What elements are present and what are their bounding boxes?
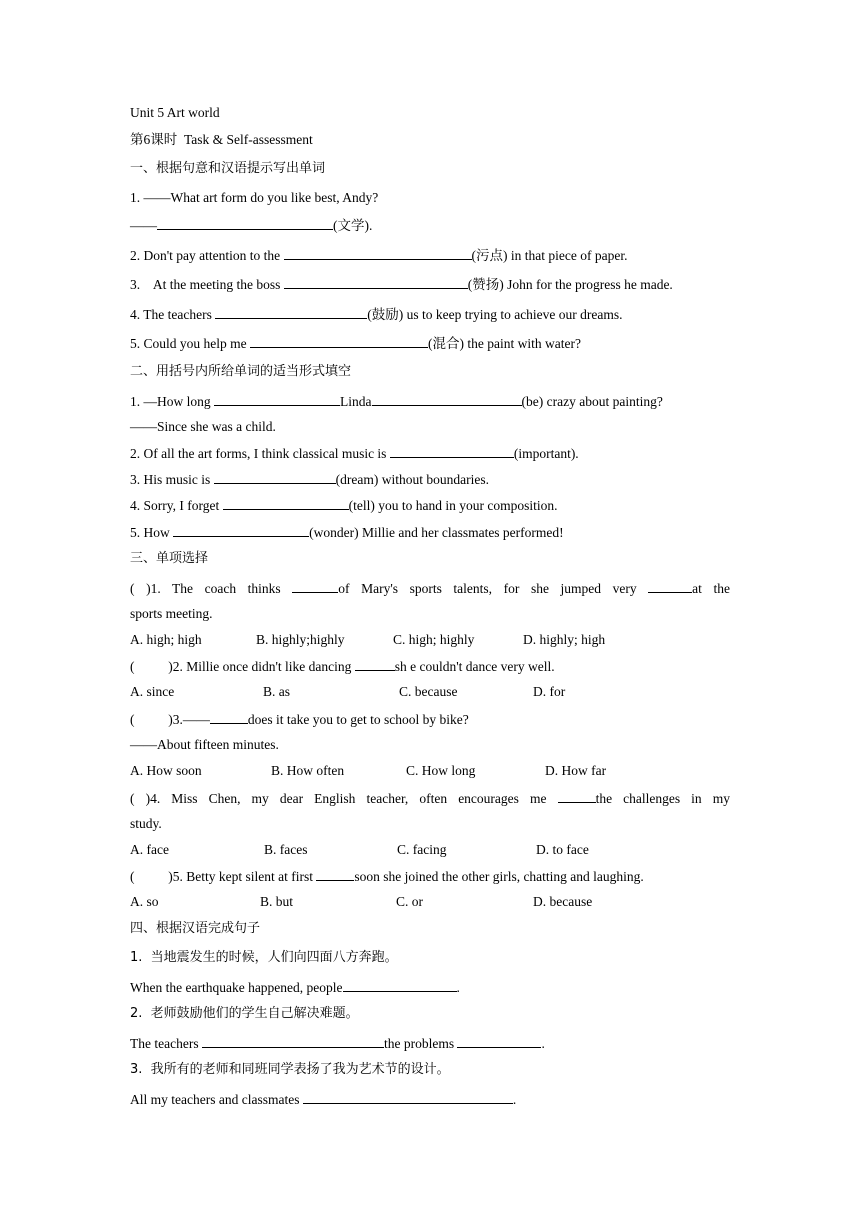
s3-q5-option-d[interactable]: D. because: [533, 894, 593, 909]
s2-q3: 3. His music is (dream) without boundaries.: [130, 472, 489, 487]
s3-q4: ( )4. Miss Chen, my dear English teacher, often encourages me the challenges in my: [130, 791, 731, 806]
s4-q3-english: All my teachers and classmates .: [130, 1092, 517, 1107]
s3-q3-option-a[interactable]: A. How soon: [130, 763, 202, 778]
s4-q2-chinese: 2. 老师鼓励他们的学生自己解决难题。: [130, 1006, 359, 1021]
s1-q1-question: 1. ——What art form do you like best, Andy?: [130, 190, 379, 205]
s1-q5: 5. Could you help me (混合) the paint with water?: [130, 336, 581, 351]
section3-heading: 三、单项选择: [130, 551, 209, 566]
answer-blank[interactable]: [372, 392, 522, 406]
answer-blank[interactable]: [316, 867, 354, 881]
s2-q5: 5. How (wonder) Millie and her classmates performed!: [130, 525, 564, 540]
s1-q2: 2. Don't pay attention to the (污点) in that piece of paper.: [130, 248, 628, 263]
s4-q1-english: When the earthquake happened, people .: [130, 980, 460, 995]
answer-blank[interactable]: [343, 978, 457, 992]
s2-q1: 1. —How long Linda (be) crazy about painting?: [130, 394, 663, 409]
lesson-title: 第6课时 Task & Self-assessment: [130, 132, 313, 147]
s3-q2-option-d[interactable]: D. for: [533, 684, 566, 699]
answer-blank[interactable]: [558, 789, 596, 803]
s3-q2-option-b[interactable]: B. as: [263, 684, 290, 699]
s3-q2-option-c[interactable]: C. because: [399, 684, 458, 699]
answer-blank[interactable]: [210, 710, 248, 724]
section1-heading: 一、根据句意和汉语提示写出单词: [130, 161, 326, 176]
answer-blank[interactable]: [215, 305, 367, 319]
s3-q1-option-b[interactable]: B. highly;highly: [256, 632, 345, 647]
s3-q2: ( )2. Millie once didn't like dancing sh e couldn't dance very well.: [130, 659, 555, 674]
s3-q1-option-a[interactable]: A. high; high: [130, 632, 202, 647]
s3-q1-option-d[interactable]: D. highly; high: [523, 632, 606, 647]
answer-blank[interactable]: [250, 334, 428, 348]
s3-q4-option-d[interactable]: D. to face: [536, 842, 589, 857]
answer-blank[interactable]: [214, 392, 340, 406]
s3-q5: ( )5. Betty kept silent at first soon she joined the other girls, chatting and laughing.: [130, 869, 644, 884]
answer-blank[interactable]: [303, 1090, 513, 1104]
answer-blank[interactable]: [157, 216, 333, 230]
s3-q4-option-c[interactable]: C. facing: [397, 842, 447, 857]
s3-q3-option-d[interactable]: D. How far: [545, 763, 607, 778]
answer-blank[interactable]: [284, 275, 468, 289]
s3-q3-answer: ——About fifteen minutes.: [130, 737, 279, 752]
s3-q3-option-c[interactable]: C. How long: [406, 763, 476, 778]
answer-blank[interactable]: [292, 579, 338, 593]
section2-heading: 二、用括号内所给单词的适当形式填空: [130, 364, 352, 379]
s4-q2-english: The teachers the problems .: [130, 1036, 545, 1051]
s3-q4-option-a[interactable]: A. face: [130, 842, 169, 857]
answer-blank[interactable]: [173, 523, 309, 537]
s3-q4-option-b[interactable]: B. faces: [264, 842, 308, 857]
answer-blank[interactable]: [214, 470, 336, 484]
s1-q3: 3. At the meeting the boss (赞扬) John for the progress he made.: [130, 277, 673, 292]
s3-q1-option-c[interactable]: C. high; highly: [393, 632, 475, 647]
s3-q1-cont: sports meeting.: [130, 606, 213, 621]
s1-q1-answer-line: —— (文学).: [130, 218, 373, 233]
s2-q2: 2. Of all the art forms, I think classical music is (important).: [130, 446, 579, 461]
answer-blank[interactable]: [648, 579, 692, 593]
s2-q1-answer: ——Since she was a child.: [130, 419, 276, 434]
s3-q5-option-c[interactable]: C. or: [396, 894, 423, 909]
answer-blank[interactable]: [390, 444, 514, 458]
s3-q2-option-a[interactable]: A. since: [130, 684, 175, 699]
s1-q4: 4. The teachers (鼓励) us to keep trying to achieve our dreams.: [130, 307, 623, 322]
answer-blank[interactable]: [355, 657, 395, 671]
answer-blank[interactable]: [202, 1034, 384, 1048]
section4-heading: 四、根据汉语完成句子: [130, 921, 261, 936]
s4-q3-chinese: 3. 我所有的老师和同班同学表扬了我为艺术节的设计。: [130, 1062, 450, 1077]
s3-q1: ( )1. The coach thinks of Mary's sports talents, for she jumped very at the: [130, 581, 730, 596]
s3-q4-cont: study.: [130, 816, 162, 831]
s3-q5-option-a[interactable]: A. so: [130, 894, 159, 909]
answer-blank[interactable]: [284, 246, 472, 260]
answer-blank[interactable]: [457, 1034, 541, 1048]
answer-blank[interactable]: [223, 496, 349, 510]
s4-q1-chinese: 1. 当地震发生的时候，人们向四面八方奔跑。: [130, 950, 398, 965]
unit-title: Unit 5 Art world: [130, 105, 220, 120]
s3-q3-option-b[interactable]: B. How often: [271, 763, 345, 778]
s3-q3: ( )3.—— does it take you to get to school by bike?: [130, 712, 469, 727]
s2-q4: 4. Sorry, I forget (tell) you to hand in your composition.: [130, 498, 558, 513]
s3-q5-option-b[interactable]: B. but: [260, 894, 294, 909]
